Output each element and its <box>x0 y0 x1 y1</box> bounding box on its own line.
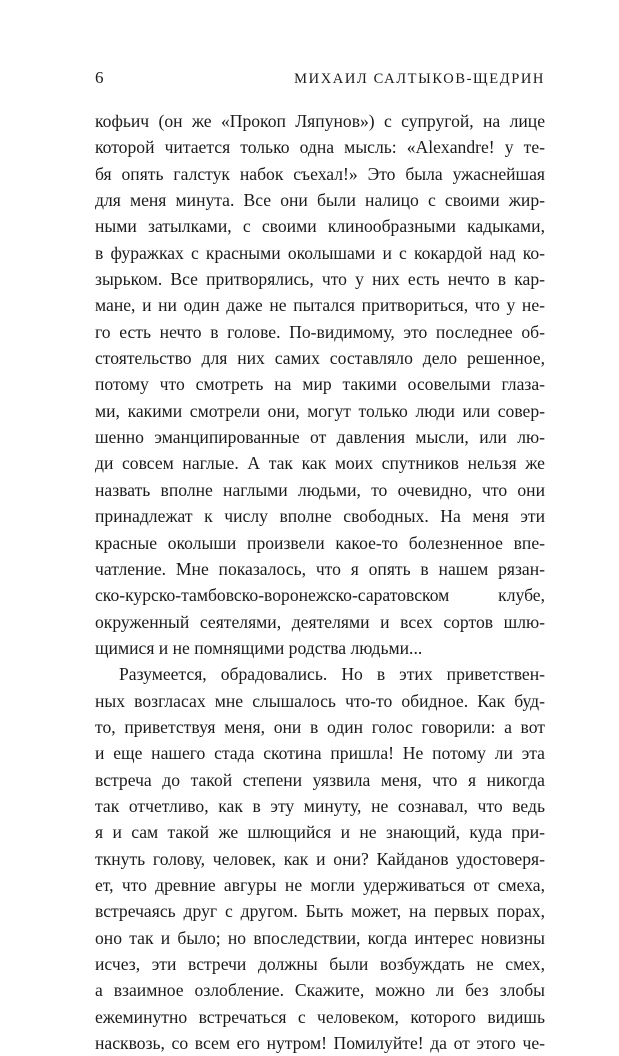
text-line: щимися и не помнящими родства людьми... <box>95 637 423 658</box>
text-line: ткнуть голову, человек, как и они? Кайданов удостоверя- <box>95 848 545 869</box>
text-line: окруженный сеятелями, деятелями и всех сортов шлю- <box>95 611 545 632</box>
text-line: а взаимное озлобление. Скажите, можно ли без злобы <box>95 980 545 1001</box>
text-line: исчез, эти встречи должны были возбуждать не смех, <box>95 954 545 974</box>
paragraph <box>95 661 545 1056</box>
text-line: мане, и ни один даже не пытался притвориться, что у не- <box>95 295 545 316</box>
text-line: ными затылками, с своими клинообразными кадыками, <box>95 216 545 237</box>
text-line: шенно эманципированные от давления мысли, или лю- <box>95 427 545 448</box>
text-line: то, приветствуя меня, они в один голос говорили: а вот <box>95 716 545 737</box>
text-line: насквозь, со всем его нутром! Помилуйте! да от этого че- <box>95 1033 545 1054</box>
text-line: кофьич (он же «Прокоп Ляпунов») с супругой, на лице <box>95 111 545 131</box>
text-line: принадлежат к числу вполне свободных. На меня эти <box>95 506 545 527</box>
text-line: и еще нашего стада скотина пришла! Не потому ли эта <box>95 743 545 764</box>
text-line: которой читается только одна мысль: «Alexandre! у те- <box>95 137 545 158</box>
page-header <box>95 68 545 92</box>
text-line: стоятельство для них самих составляло дело решенное, <box>95 348 545 369</box>
text-line: зырьком. Все притворялись, что у них есть нечто в кар- <box>95 269 545 290</box>
text-line: красные околыши произвели какое-то болезненное впе- <box>95 532 545 553</box>
text-line: встречаясь друг с другом. Быть может, на первых порах, <box>95 901 545 922</box>
text-line: для меня минута. Все они были налицо с своими жир- <box>95 190 545 211</box>
text-line: потому что смотреть на мир такими осовелыми глаза- <box>95 374 545 395</box>
text-line: ми, какими смотрели они, могут только люди или совер- <box>95 400 545 421</box>
text-line: ных возгласах мне слышалось что-то обидное. Как буд- <box>95 690 545 711</box>
text-line: Разумеется, обрадовались. Но в этих приветствен- <box>119 664 545 685</box>
text-line: ежеминутно встречаться с человеком, которого видишь <box>95 1006 545 1027</box>
page-number: 6 <box>95 68 104 87</box>
text-line: ско-курско-тамбовско-воронежско-саратовском клубе, <box>95 585 545 606</box>
text-line: я и сам такой же шлющийся и не знающий, куда при- <box>95 822 545 843</box>
text-line: ди совсем наглые. А так как моих спутников нельзя же <box>95 453 545 474</box>
text-line: назвать вполне наглыми людьми, то очевидно, что они <box>95 479 545 500</box>
text-line: оно так и было; но впоследствии, когда интерес новизны <box>95 927 545 948</box>
text-line: го есть нечто в голове. По-видимому, это последнее об- <box>95 321 545 342</box>
paragraph <box>95 108 545 661</box>
text-line: ет, что древние авгуры не могли удерживаться от смеха, <box>95 874 545 895</box>
text-line: чатление. Мне показалось, что я опять в нашем рязан- <box>95 558 545 579</box>
text-line: бя опять галстук набок съехал!» Это была ужаснейшая <box>95 163 545 184</box>
text-line: так отчетливо, как в эту минуту, не сознавал, что ведь <box>95 795 545 816</box>
text-line: встреча до такой степени уязвила меня, что я никогда <box>95 769 545 790</box>
running-head: МИХАИЛ САЛТЫКОВ-ЩЕДРИН <box>294 71 545 87</box>
text-line: в фуражках с красными околышами и с кокардой над ко- <box>95 242 545 263</box>
body-text <box>95 108 545 1056</box>
